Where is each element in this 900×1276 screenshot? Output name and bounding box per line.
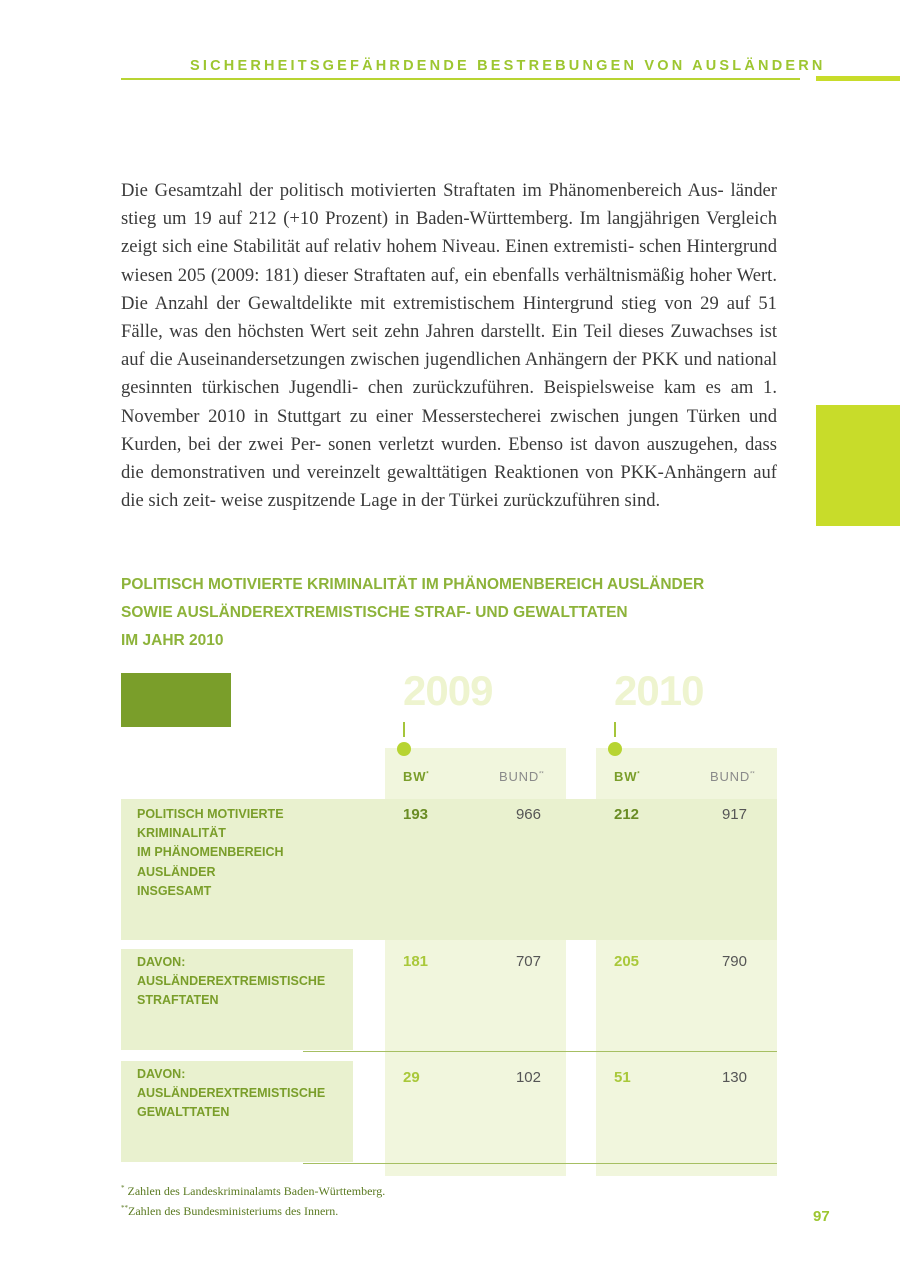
table-cell: 29: [403, 1069, 420, 1086]
body-paragraph: [121, 177, 777, 515]
column-header-bw-2010: BW*: [614, 769, 640, 784]
body-line: und vereinzelt gewalttätigen Reaktionen von PKK-Anhängern auf die sich zeit-: [121, 462, 778, 512]
running-header-title: SICHERHEITSGEFÄHRDENDE BESTREBUNGEN VON AUSLÄNDERN: [190, 58, 826, 74]
header-rule: [121, 78, 800, 80]
year-dot: [397, 742, 411, 756]
chapter-side-tab: [816, 405, 900, 526]
year-tick: [403, 722, 405, 737]
table-cell: 917: [721, 806, 747, 823]
body-line: Die Gesamtzahl der politisch motivierten Straftaten im Phänomenbereich Aus-: [121, 180, 724, 201]
row-label-gewalttaten: DAVON: AUSLÄNDEREXTREMISTISCHE GEWALTTATEN: [137, 1067, 326, 1120]
table-cell: 102: [515, 1069, 541, 1086]
table-title: [121, 571, 801, 655]
footnotes: [121, 1180, 621, 1220]
year-tick: [614, 722, 616, 737]
legend-color-box: [121, 673, 231, 727]
table-cell: 51: [614, 1069, 631, 1086]
body-line: darstellt. Ein Teil dieses Zuwachses ist auf die Auseinandersetzungen zwischen: [121, 321, 777, 371]
body-line: sonen verletzt wurden. Ebenso ist davon auszugehen, dass die demonstrativen: [121, 433, 777, 484]
page-number: 97: [813, 1208, 830, 1225]
year-heading-2009: 2009: [403, 667, 493, 714]
year-dot: [608, 742, 622, 756]
table-cell: 205: [614, 953, 640, 970]
row-label-total: POLITISCH MOTIVIERTE KRIMINALITÄT IM PHÄNOMENBEREICH AUSLÄNDER INSGESAMT: [137, 807, 284, 898]
body-line: weise zuspitzende Lage in der Türkei zurückzuführen sind.: [220, 490, 661, 512]
table-title-line: IM JAHR 2010: [121, 632, 224, 649]
year-heading-2010: 2010: [614, 667, 704, 714]
header-tab-marker: [816, 76, 900, 81]
body-line: Hintergrund stieg von 29 auf 51 Fälle, was den höchsten Wert seit zehn Jahren: [121, 292, 777, 343]
row-label-straftaten: DAVON: AUSLÄNDEREXTREMISTISCHE STRAFTATEN: [137, 955, 326, 1008]
table-title-line: SOWIE AUSLÄNDEREXTREMISTISCHE STRAF- UND GEWALTTATEN: [121, 604, 628, 621]
column-header-bund-2009: BUND**: [499, 769, 544, 784]
table-cell: 212: [614, 806, 640, 823]
body-line: jugendlichen Anhängern der PKK und national gesinnten türkischen Jugendli-: [121, 349, 777, 399]
body-line: chen zurückzuführen. Beispielsweise kam es am 1. November 2010 in Stuttgart: [121, 377, 777, 427]
column-header-bw-2009: BW*: [403, 769, 429, 784]
footnote-1: * Zahlen des Landeskriminalamts Baden-Württemberg.: [121, 1184, 386, 1198]
row-divider: [303, 1051, 777, 1052]
table-cell: 193: [403, 806, 429, 823]
table-cell: 181: [403, 953, 429, 970]
table-cell: 966: [515, 806, 541, 823]
body-line: länder stieg um 19 auf 212 (+10 Prozent) in Baden-Württemberg. Im langjährigen: [121, 180, 777, 230]
body-line: verhältnismäßig hoher Wert. Die Anzahl der Gewaltdelikte mit extremistischem: [121, 264, 777, 314]
footnote-2: **Zahlen des Bundesministeriums des Innern.: [121, 1204, 339, 1218]
table-title-line: POLITISCH MOTIVIERTE KRIMINALITÄT IM PHÄNOMENBEREICH AUSLÄNDER: [121, 576, 705, 593]
table-cell: 707: [515, 953, 541, 970]
row-divider: [303, 1163, 777, 1164]
body-line: zu einer Messerstecherei zwischen jungen Türken und Kurden, bei der zwei Per-: [121, 405, 777, 455]
table-cell: 130: [721, 1069, 747, 1086]
table-cell: 790: [721, 953, 747, 970]
body-line: schen Hintergrund wiesen 205 (2009: 181) dieser Straftaten auf, ein ebenfalls: [121, 236, 777, 286]
column-header-bund-2010: BUND**: [710, 769, 755, 784]
body-line: Vergleich zeigt sich eine Stabilität auf relativ hohem Niveau. Einen extremisti-: [121, 208, 778, 258]
